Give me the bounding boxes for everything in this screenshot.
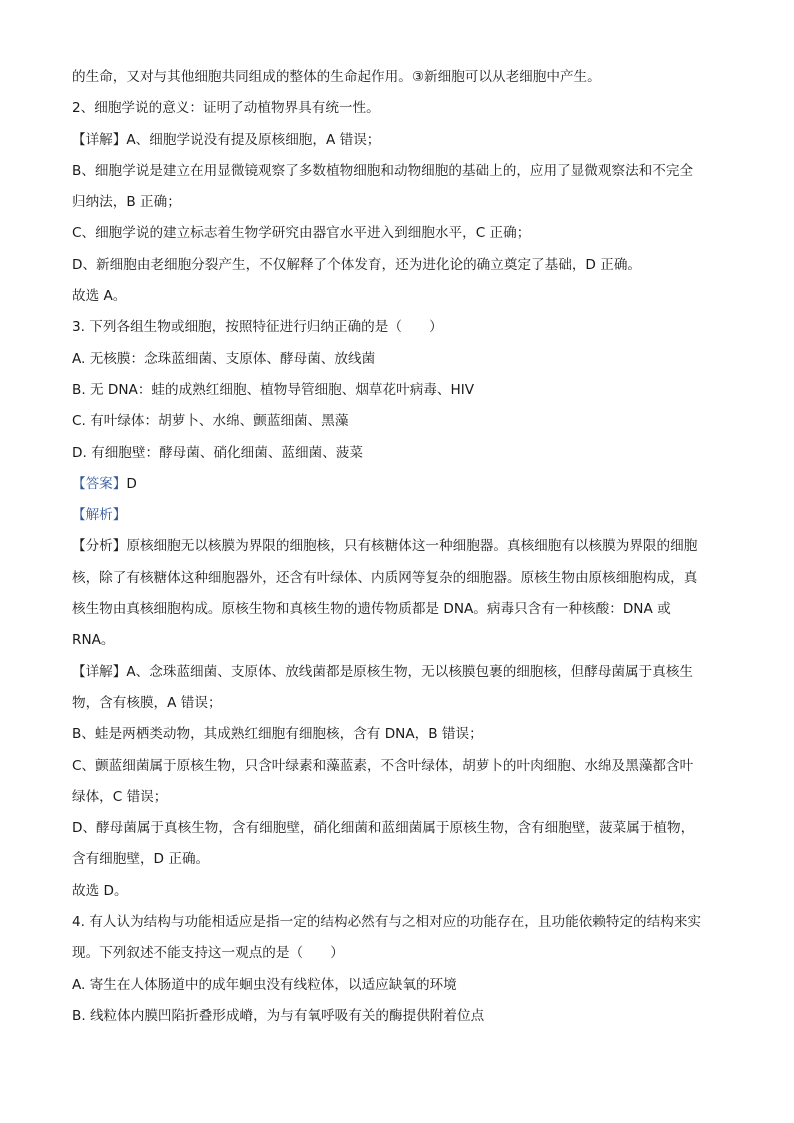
line-text: 现。下列叙述不能支持这一观点的是（ ） <box>72 945 344 962</box>
option-d <box>72 438 722 469</box>
answer-tag: 【答案】 <box>72 475 127 492</box>
text-line <box>72 218 722 249</box>
text-line <box>72 531 722 562</box>
line-text: 故选 D。 <box>72 882 128 899</box>
line-text: B、蛙是两栖类动物，其成熟红细胞有细胞核，含有 DNA，B 错误； <box>72 726 483 743</box>
text-line <box>72 688 722 719</box>
text-line <box>72 844 722 875</box>
question-stem <box>72 938 722 969</box>
line-text: B、细胞学说是建立在用显微镜观察了多数植物细胞和动物细胞的基础上的，应用了显微观察法和不完全 <box>72 162 694 179</box>
line-text: B. 线粒体内膜凹陷折叠形成嵴，为与有氧呼吸有关的酶提供附着位点 <box>72 1007 485 1024</box>
question-stem <box>72 907 722 938</box>
line-text: 【详解】A、念珠蓝细菌、支原体、放线菌都是原核生物，无以核膜包裹的细胞核，但酵母菌属于真核生 <box>72 663 694 680</box>
line-text: D、新细胞由老细胞分裂产生，不仅解释了个体发育，还为进化论的确立奠定了基础，D 正确。 <box>72 256 642 273</box>
text-line <box>72 751 722 782</box>
line-text: B. 无 DNA：蛙的成熟红细胞、植物导管细胞、烟草花叶病毒、HIV <box>72 381 475 398</box>
line-text: A. 寄生在人体肠道中的成年蛔虫没有线粒体，以适应缺氧的环境 <box>72 976 457 993</box>
text-line <box>72 281 722 312</box>
answer-line <box>72 469 722 500</box>
line-text: 核生物由真核细胞构成。原核生物和真核生物的遗传物质都是 DNA。病毒只含有一种核酸：DNA 或 <box>72 601 671 618</box>
line-text: 含有细胞壁，D 正确。 <box>72 851 210 868</box>
line-text: 绿体，C 错误； <box>72 788 168 805</box>
line-text: 【分析】原核细胞无以核膜为界限的细胞核，只有核糖体这一种细胞器。真核细胞有以核膜为界限的细胞 <box>72 538 698 555</box>
text-line <box>72 625 722 656</box>
line-text: RNA。 <box>72 632 115 649</box>
line-text: 归纳法，B 正确； <box>72 194 181 211</box>
text-line <box>72 125 722 156</box>
option-b <box>72 375 722 406</box>
text-line <box>72 62 722 93</box>
option-b <box>72 1001 722 1032</box>
text-line <box>72 563 722 594</box>
line-text: 核，除了有核糖体这种细胞器外，还含有叶绿体、内质网等复杂的细胞器。原核生物由原核细胞构成，真 <box>72 569 698 586</box>
text-line <box>72 250 722 281</box>
line-text: 故选 A。 <box>72 288 127 305</box>
option-a <box>72 344 722 375</box>
line-text: 4. 有人认为结构与功能相适应是指一定的结构必然有与之相对应的功能存在，且功能依赖特定的结构来实 <box>72 914 702 931</box>
line-text: D. 有细胞壁：酵母菌、硝化细菌、蓝细菌、菠菜 <box>72 444 363 461</box>
question-stem <box>72 312 722 343</box>
line-text: 【详解】A、细胞学说没有提及原核细胞，A 错误； <box>72 131 381 148</box>
line-text: A. 无核膜：念珠蓝细菌、支原体、酵母菌、放线菌 <box>72 350 376 367</box>
line-text: 3. 下列各组生物或细胞，按照特征进行归纳正确的是（ ） <box>72 319 443 336</box>
text-line <box>72 876 722 907</box>
analysis-heading <box>72 500 722 531</box>
text-line <box>72 187 722 218</box>
answer-value: D <box>126 475 137 492</box>
text-line <box>72 93 722 124</box>
document-page <box>72 62 722 1032</box>
analysis-tag: 【解析】 <box>72 507 127 524</box>
option-c <box>72 406 722 437</box>
text-line <box>72 657 722 688</box>
text-line <box>72 156 722 187</box>
text-line <box>72 594 722 625</box>
line-text: C、颤蓝细菌属于原核生物，只含叶绿素和藻蓝素，不含叶绿体，胡萝卜的叶肉细胞、水绵及黑藻都含叶 <box>72 757 694 774</box>
line-text: 2、细胞学说的意义：证明了动植物界具有统一性。 <box>72 100 380 117</box>
line-text: D、酵母菌属于真核生物，含有细胞壁，硝化细菌和蓝细菌属于原核生物，含有细胞壁，菠菜属于植物， <box>72 820 695 837</box>
option-a <box>72 970 722 1001</box>
line-text: C、细胞学说的建立标志着生物学研究由器官水平进入到细胞水平，C 正确； <box>72 225 531 242</box>
text-line <box>72 719 722 750</box>
line-text: C. 有叶绿体：胡萝卜、水绵、颤蓝细菌、黑藻 <box>72 413 349 430</box>
line-text: 的生命，又对与其他细胞共同组成的整体的生命起作用。③新细胞可以从老细胞中产生。 <box>72 69 601 85</box>
text-line <box>72 813 722 844</box>
line-text: 物，含有核膜，A 错误； <box>72 694 222 711</box>
text-line <box>72 782 722 813</box>
